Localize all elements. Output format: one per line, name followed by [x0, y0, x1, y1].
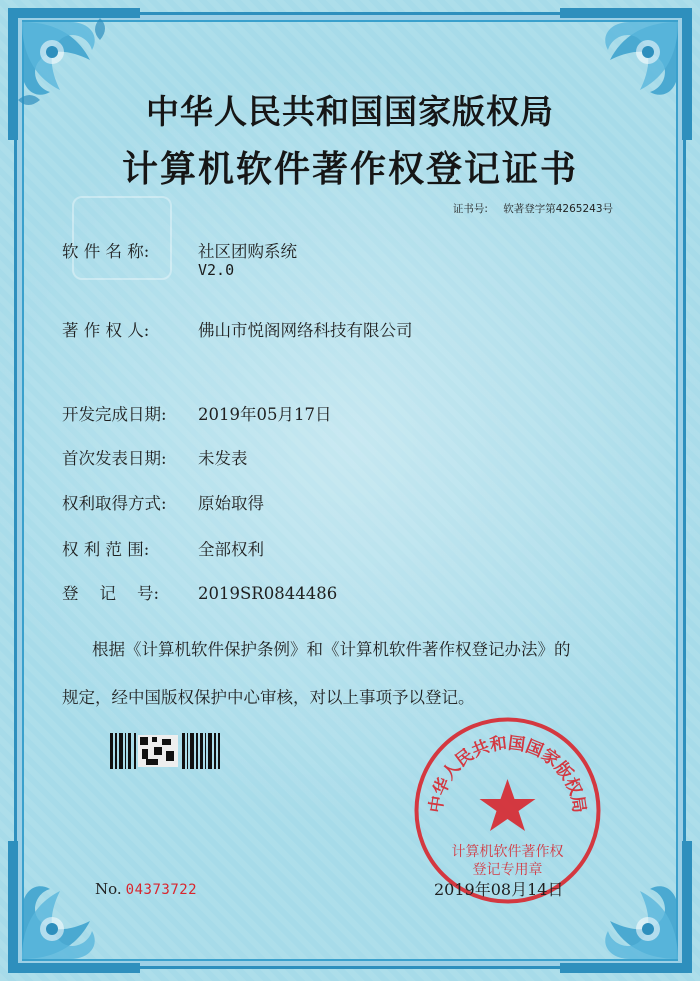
field-value: 2019SR0844486: [198, 584, 338, 603]
svg-text:登记专用章: 登记专用章: [472, 862, 543, 878]
field-value: 2019年05月17日: [198, 405, 332, 424]
field-acquisition-method: [62, 490, 264, 514]
statement-line-2: 规定，经中国版权保护中心审核，对以上事项予以登记。: [62, 688, 475, 707]
field-value: 全部权利: [198, 540, 264, 559]
field-completion-date: [62, 401, 331, 425]
field-value: 社区团购系统: [198, 242, 297, 261]
svg-text:计算机软件著作权: 计算机软件著作权: [451, 844, 564, 860]
corner-ornament-icon: [0, 831, 150, 981]
certificate-number-label: 证书号:: [452, 203, 488, 215]
software-version: V2.0: [198, 261, 235, 279]
issuer-title: 中华人民共和国国家版权局: [146, 92, 554, 131]
certificate-title: 计算机软件著作权登记证书: [121, 148, 578, 190]
serial-label: No.: [95, 880, 122, 898]
certificate-number: [453, 201, 613, 216]
field-registration-number: [62, 580, 337, 604]
field-label: 著 作 权 人:: [62, 321, 150, 340]
field-label: 权 利 范 围:: [62, 540, 150, 559]
serial-value: 04373722: [125, 882, 198, 898]
statement-line-1: 根据《计算机软件保护条例》和《计算机软件著作权登记办法》的: [92, 640, 571, 659]
field-label: 开发完成日期:: [62, 405, 167, 424]
certificate-number-value: 软著登字第4265243号: [503, 203, 613, 215]
field-first-publish-date: [62, 445, 248, 469]
barcode-icon: [110, 733, 220, 769]
field-value: 未发表: [198, 449, 248, 468]
field-value: 佛山市悦阁网络科技有限公司: [198, 321, 413, 340]
serial-number: [95, 880, 197, 898]
svg-text:中华人民共和国国家版权局: 中华人民共和国国家版权局: [426, 733, 589, 815]
field-rights-scope: [62, 536, 264, 560]
field-label: 权利取得方式:: [62, 494, 167, 513]
field-label: 首次发表日期:: [62, 449, 167, 468]
field-value: 原始取得: [198, 494, 264, 513]
field-label: 软 件 名 称:: [62, 242, 150, 261]
field-software-name: [62, 238, 297, 262]
field-label: 登 记 号:: [62, 584, 160, 603]
issue-date: 2019年08月14日: [434, 880, 564, 899]
field-copyright-owner: [62, 317, 413, 341]
